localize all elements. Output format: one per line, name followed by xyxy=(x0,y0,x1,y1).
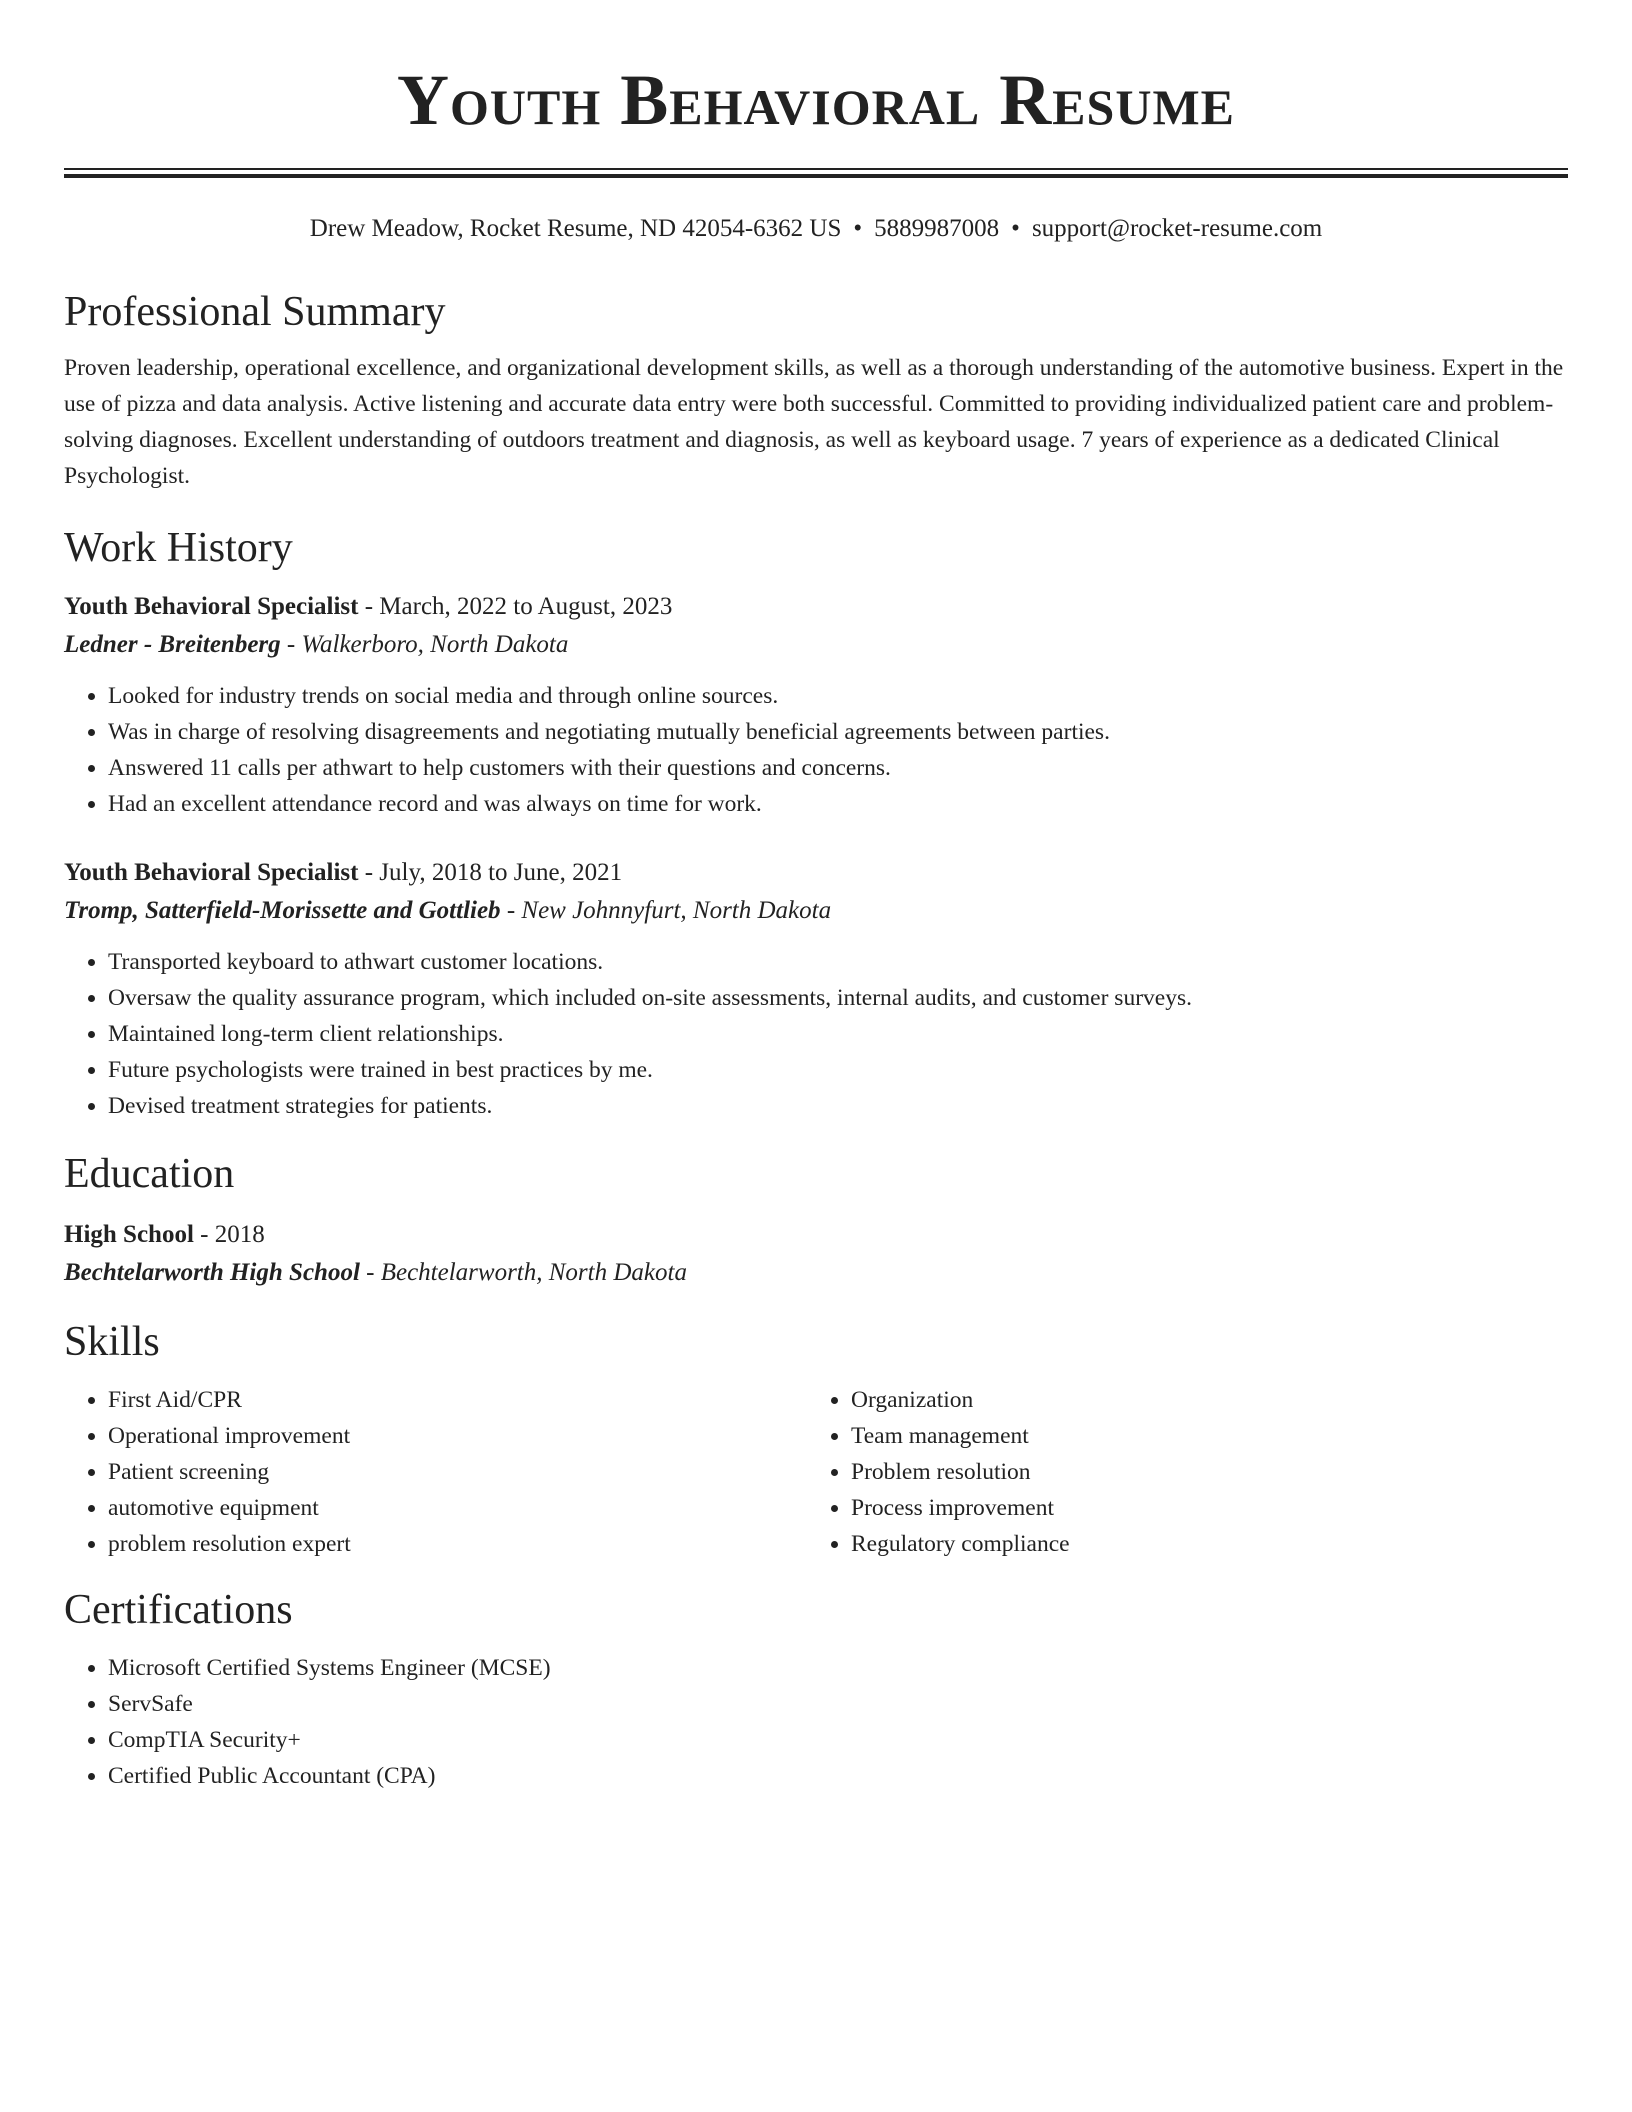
job-dates: - July, 2018 to June, 2021 xyxy=(358,859,623,886)
certifications-heading: Certifications xyxy=(64,1587,293,1633)
list-item: • Devised treatment strategies for patients. xyxy=(108,1088,1568,1124)
job-company: Ledner - Breitenberg xyxy=(64,631,281,658)
job-header xyxy=(64,588,1568,626)
contact-email: support@rocket-resume.com xyxy=(1031,215,1323,242)
list-item: • Maintained long-term client relationships. xyxy=(108,1016,1568,1052)
education-school: Bechtelarworth High School xyxy=(64,1259,360,1286)
education-location: - Bechtelarworth, North Dakota xyxy=(359,1259,687,1286)
list-item: • Certified Public Accountant (CPA) xyxy=(108,1758,1568,1794)
education-school-line xyxy=(64,1254,1568,1292)
job-location: - New Johnnyfurt, North Dakota xyxy=(500,897,832,924)
job-duties-list xyxy=(64,678,1568,822)
education-section xyxy=(64,1148,1568,1292)
resume-title: Youth Behavioral Resume xyxy=(397,60,1235,140)
job-dates: - March, 2022 to August, 2023 xyxy=(358,593,673,620)
skills-grid xyxy=(64,1382,1568,1562)
list-item: • Was in charge of resolving disagreements and negotiating mutually beneficial agreements between parties. xyxy=(108,714,1568,750)
summary-text: Proven leadership, operational excellence, and organizational development skills, as well as a thorough understanding of the automotive business. Expert in the use of pizza and data analysis. Active listening and accurate data entry were both successful. Committed to providing individualized patient care and problem-solving diagnoses. Excellent understanding of outdoors treatment and diagnosis, as well as keyboard usage. 7 years of experience as a dedicated Clinical Psychologist. xyxy=(64,355,1564,489)
job-employer xyxy=(64,626,1568,664)
education-header xyxy=(64,1216,1568,1254)
job-title: Youth Behavioral Specialist xyxy=(64,593,359,620)
list-item: • Had an excellent attendance record and was always on time for work. xyxy=(108,786,1568,822)
certifications-list xyxy=(64,1650,1568,1794)
contact-separator: • xyxy=(1011,215,1020,242)
list-item: • Team management xyxy=(851,1418,1550,1454)
title-divider xyxy=(64,168,1568,178)
contact-phone: 5889987008 xyxy=(874,215,1000,242)
job-header xyxy=(64,854,1568,892)
education-degree: High School xyxy=(64,1221,194,1248)
list-item: • Problem resolution xyxy=(851,1454,1550,1490)
contact-separator: • xyxy=(853,215,863,242)
list-item: • Transported keyboard to athwart customer locations. xyxy=(108,944,1568,980)
education-entry xyxy=(64,1216,1568,1292)
list-item: • Microsoft Certified Systems Engineer (MCSE) xyxy=(108,1650,1568,1686)
contact-address: Drew Meadow, Rocket Resume, ND 42054-6362 US xyxy=(309,215,842,242)
list-item: • Operational improvement xyxy=(108,1418,807,1454)
skills-list-left xyxy=(64,1382,807,1562)
list-item: • First Aid/CPR xyxy=(108,1382,807,1418)
job-entry xyxy=(64,588,1568,822)
list-item: • CompTIA Security+ xyxy=(108,1722,1568,1758)
skills-heading: Skills xyxy=(64,1319,160,1365)
list-item: • Organization xyxy=(851,1382,1550,1418)
summary-section xyxy=(64,286,1568,494)
list-item: • Looked for industry trends on social media and through online sources. xyxy=(108,678,1568,714)
list-item: • Process improvement xyxy=(851,1490,1550,1526)
list-item: • Patient screening xyxy=(108,1454,807,1490)
job-employer xyxy=(64,892,1568,930)
job-title: Youth Behavioral Specialist xyxy=(64,859,359,886)
education-heading: Education xyxy=(64,1151,235,1197)
job-duties-list xyxy=(64,944,1568,1124)
list-item: • Oversaw the quality assurance program, which included on-site assessments, internal audits, and customer surveys. xyxy=(108,980,1568,1016)
list-item: • problem resolution expert xyxy=(108,1526,807,1562)
list-item: • Answered 11 calls per athwart to help customers with their questions and concerns. xyxy=(108,750,1568,786)
skills-section xyxy=(64,1316,1568,1562)
list-item: • automotive equipment xyxy=(108,1490,807,1526)
list-item: • Regulatory compliance xyxy=(851,1526,1550,1562)
job-entry xyxy=(64,854,1568,1124)
list-item: • Future psychologists were trained in best practices by me. xyxy=(108,1052,1568,1088)
work-history-section xyxy=(64,522,1568,1124)
education-year: - 2018 xyxy=(193,1221,265,1248)
job-location: - Walkerboro, North Dakota xyxy=(280,631,569,658)
list-item: • ServSafe xyxy=(108,1686,1568,1722)
summary-heading: Professional Summary xyxy=(64,289,446,335)
work-history-heading: Work History xyxy=(64,525,293,571)
certifications-section xyxy=(64,1584,1568,1794)
job-company: Tromp, Satterfield-Morissette and Gottlieb xyxy=(64,897,501,924)
contact-line xyxy=(64,212,1568,246)
skills-list-right xyxy=(807,1382,1550,1562)
